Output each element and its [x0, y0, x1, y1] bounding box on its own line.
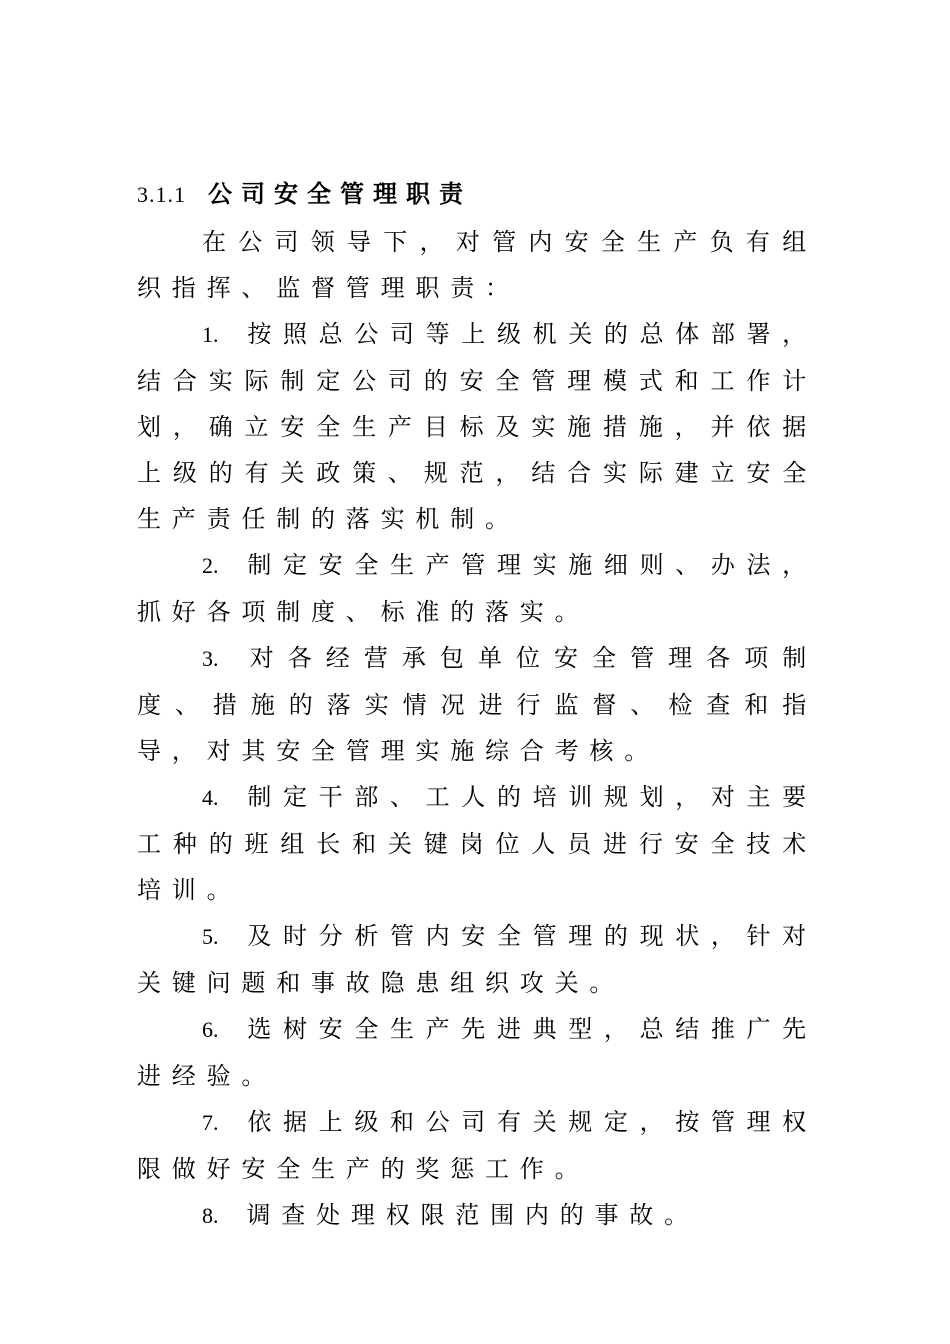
list-item-number: 1.	[202, 322, 219, 347]
list-item-text: 依据上级和公司有关规定，按管理权限做好安全生产的奖惩工作。	[137, 1108, 817, 1183]
list-item-number: 6.	[202, 1017, 219, 1042]
list-item-text: 及时分析管内安全管理的现状，针对关键问题和事故隐患组织攻关。	[137, 922, 817, 997]
list-item-6	[137, 1006, 817, 1099]
list-item-text: 选树安全生产先进典型，总结推广先进经验。	[137, 1015, 817, 1090]
list-item-5	[137, 913, 817, 1006]
list-item-7	[137, 1099, 817, 1192]
list-item-4	[137, 774, 817, 913]
list-item-text: 按照总公司等上级机关的总体部署，结合实际制定公司的安全管理模式和工作计划，确立安全生产目标及实施措施，并依据上级的有关政策、规范，结合实际建立安全生产责任制的落实机制。	[137, 320, 817, 533]
list-item-number: 8.	[202, 1203, 219, 1228]
intro-paragraph: 在公司领导下，对管内安全生产负有组织指挥、监督管理职责：	[137, 228, 817, 302]
list-item-number: 7.	[202, 1110, 219, 1135]
list-item-text: 调查处理权限范围内的事故。	[246, 1201, 699, 1229]
list-item-number: 3.	[202, 646, 219, 671]
section-body	[137, 219, 817, 1239]
list-item-2	[137, 542, 817, 635]
list-item-number: 4.	[202, 785, 219, 810]
section-number: 3.1.1	[137, 182, 186, 207]
list-item-number: 2.	[202, 553, 219, 578]
list-item-3	[137, 635, 817, 774]
list-item-1	[137, 311, 817, 542]
section-title: 公司安全管理职责	[208, 179, 472, 208]
list-item-8	[137, 1192, 817, 1239]
list-item-text: 对各经营承包单位安全管理各项制度、措施的落实情况进行监督、检查和指导，对其安全管理实施综合考核。	[137, 644, 817, 765]
section-heading	[137, 176, 837, 212]
list-item-text: 制定安全生产管理实施细则、办法，抓好各项制度、标准的落实。	[137, 551, 817, 626]
list-item-text: 制定干部、工人的培训规划，对主要工种的班组长和关键岗位人员进行安全技术培训。	[137, 783, 817, 904]
list-item-number: 5.	[202, 924, 219, 949]
